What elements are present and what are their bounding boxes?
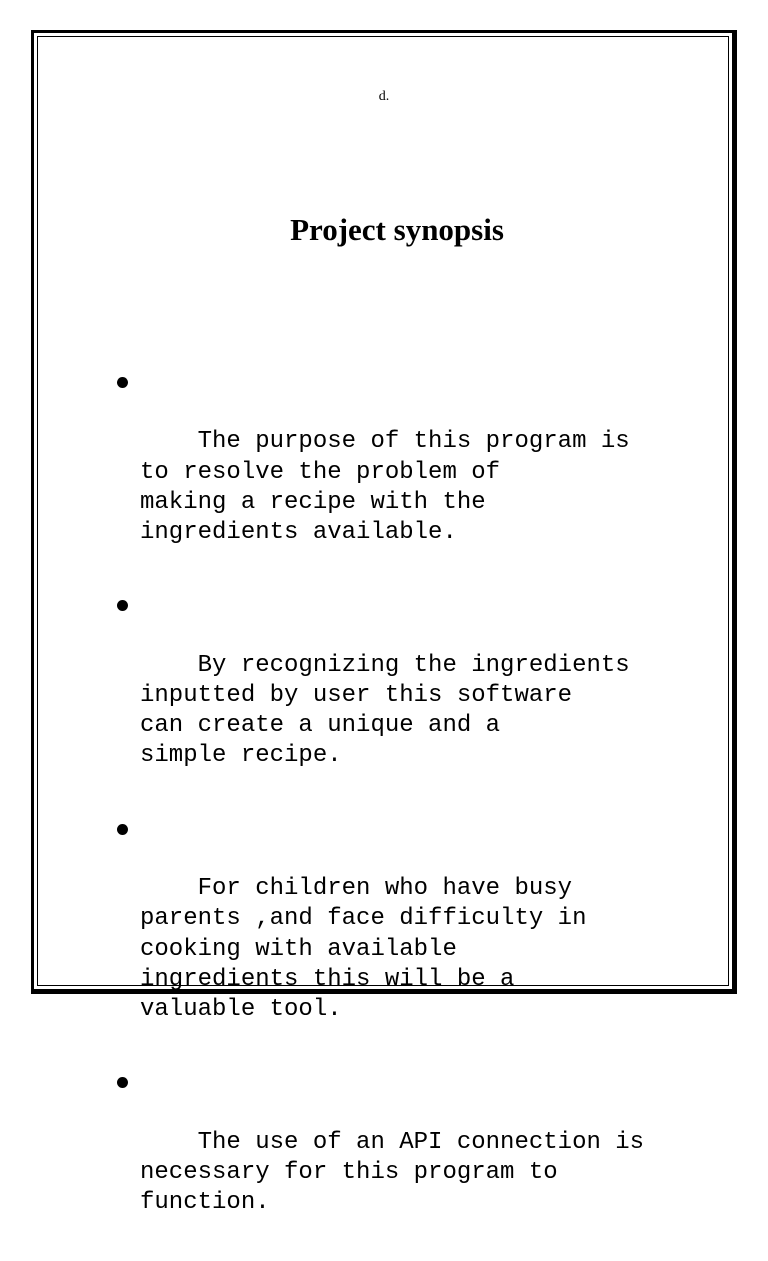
bullet-icon bbox=[117, 1077, 128, 1088]
list-item-text: By recognizing the ingredients inputted by user this software can create a unique and a simple recipe. bbox=[140, 651, 630, 770]
bullet-icon bbox=[117, 600, 128, 611]
list-item-text: The use of an API connection is necessary for this program to function. bbox=[140, 1128, 645, 1217]
page-title: Project synopsis bbox=[290, 212, 504, 247]
synopsis-list bbox=[113, 367, 673, 1261]
list-item bbox=[113, 814, 673, 1056]
list-item-text: The purpose of this program is to resolve the problem of making a recipe with the ingredients available. bbox=[140, 428, 630, 547]
list-item bbox=[113, 590, 673, 801]
list-item bbox=[113, 1067, 673, 1248]
section-label: d. bbox=[378, 89, 390, 104]
bullet-icon bbox=[117, 824, 128, 835]
list-item bbox=[113, 367, 673, 578]
list-item-text: For children who have busy parents ,and face difficulty in cooking with available ingredients this will be a valuable tool. bbox=[140, 875, 587, 1024]
bullet-icon bbox=[117, 377, 128, 388]
